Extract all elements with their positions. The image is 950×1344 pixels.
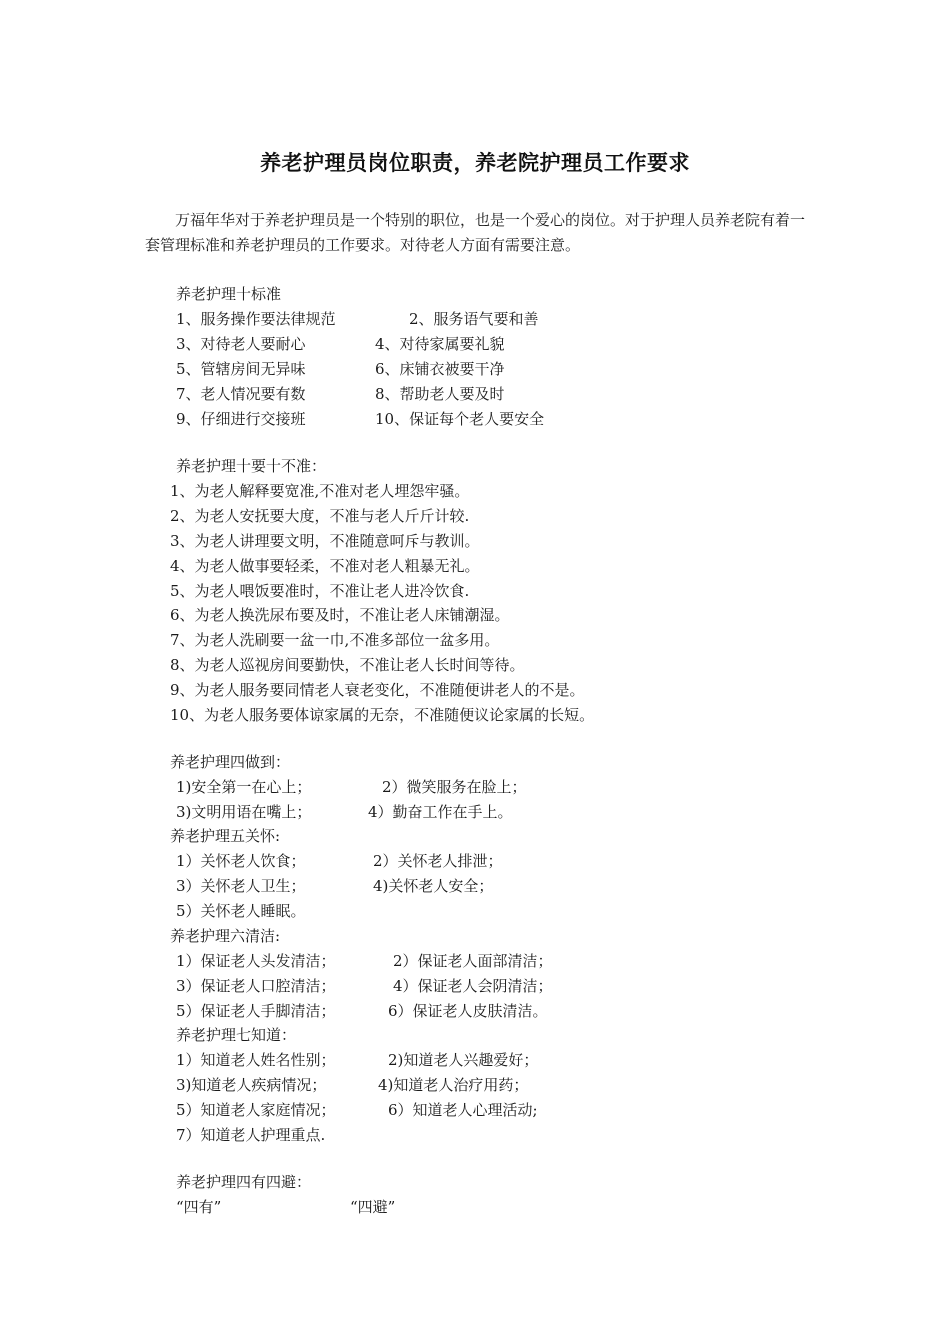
list-item: 2）保证老人面部清洁；: [393, 952, 553, 970]
list-item: 4、对待家属要礼貌: [375, 335, 505, 353]
list-item: 10、为老人服务要体谅家属的无奈，不准随便议论家属的长短。: [170, 706, 595, 724]
section-heading-six-cleans: 养老护理六清洁:: [170, 927, 281, 945]
list-item: 8、为老人巡视房间要勤快，不准让老人长时间等待。: [170, 656, 525, 674]
list-item: 2）微笑服务在脸上；: [382, 778, 527, 796]
list-item: 4)关怀老人安全；: [373, 877, 494, 895]
list-item: 6、为老人换洗尿布要及时，不准让老人床铺潮湿。: [170, 606, 510, 624]
list-item: 1、为老人解释要宽准,不准对老人埋怨牢骚。: [170, 482, 470, 500]
list-item: 8、帮助老人要及时: [375, 385, 505, 403]
list-item: 5、为老人喂饭要准时，不准让老人进冷饮食.: [170, 582, 470, 600]
list-item: 5、管辖房间无异味: [176, 360, 306, 378]
list-item: 3、为老人讲理要文明，不准随意呵斥与教训。: [170, 532, 480, 550]
document-title: 养老护理员岗位职责，养老院护理员工作要求: [260, 151, 690, 175]
list-item: 4)知道老人治疗用药；: [378, 1076, 529, 1094]
list-item: 3)知道老人疾病情况；: [176, 1076, 327, 1094]
list-item: 7）知道老人护理重点.: [176, 1126, 326, 1144]
list-item: 9、为老人服务要同情老人衰老变化，不准随便讲老人的不是。: [170, 681, 585, 699]
section-heading-ten-musts: 养老护理十要十不准：: [176, 457, 327, 475]
section-heading-seven-knows: 养老护理七知道：: [176, 1026, 297, 1044]
list-item: 1)安全第一在心上；: [176, 778, 312, 796]
list-item: “四有”: [176, 1198, 222, 1216]
list-item: 5）关怀老人睡眠。: [176, 902, 306, 920]
list-item: 4）勤奋工作在手上。: [368, 803, 513, 821]
list-item: 1）保证老人头发清洁；: [176, 952, 336, 970]
list-item: 4、为老人做事要轻柔，不准对老人粗暴无礼。: [170, 557, 480, 575]
list-item: 1、服务操作要法律规范: [176, 310, 336, 328]
list-item: 2）关怀老人排泄；: [373, 852, 503, 870]
list-item: 2、为老人安抚要大度，不准与老人斤斤计较.: [170, 507, 470, 525]
list-item: 5）知道老人家庭情况；: [176, 1101, 336, 1119]
list-item: 9、仔细进行交接班: [176, 410, 306, 428]
list-item: “四避”: [350, 1198, 396, 1216]
section-heading-ten-standards: 养老护理十标准: [176, 285, 282, 303]
list-item: 2、服务语气要和善: [409, 310, 539, 328]
list-item: 5）保证老人手脚清洁；: [176, 1002, 336, 1020]
list-item: 3)文明用语在嘴上；: [176, 803, 312, 821]
list-item: 7、为老人洗刷要一盆一巾,不准多部位一盆多用。: [170, 631, 500, 649]
section-heading-five-cares: 养老护理五关怀:: [170, 827, 281, 845]
list-item: 6）知道老人心理活动;: [388, 1101, 538, 1119]
list-item: 1）知道老人姓名性别；: [176, 1051, 336, 1069]
list-item: 4）保证老人会阴清洁；: [393, 977, 553, 995]
list-item: 6、床铺衣被要干净: [375, 360, 505, 378]
list-item: 7、老人情况要有数: [176, 385, 306, 403]
list-item: 10、保证每个老人要安全: [375, 410, 545, 428]
list-item: 3、对待老人要耐心: [176, 335, 306, 353]
section-heading-four-dos: 养老护理四做到：: [170, 753, 291, 771]
intro-paragraph: 万福年华对于养老护理员是一个特别的职位，也是一个爱心的岗位。对于护理人员养老院有着一套管理标准和养老护理员的工作要求。对待老人方面有需要注意。: [145, 211, 806, 254]
section-heading-four-haves: 养老护理四有四避：: [176, 1173, 312, 1191]
list-item: 1）关怀老人饮食；: [176, 852, 306, 870]
list-item: 3）保证老人口腔清洁；: [176, 977, 336, 995]
list-item: 3）关怀老人卫生；: [176, 877, 306, 895]
list-item: 6）保证老人皮肤清洁。: [388, 1002, 548, 1020]
list-item: 2)知道老人兴趣爱好；: [388, 1051, 539, 1069]
